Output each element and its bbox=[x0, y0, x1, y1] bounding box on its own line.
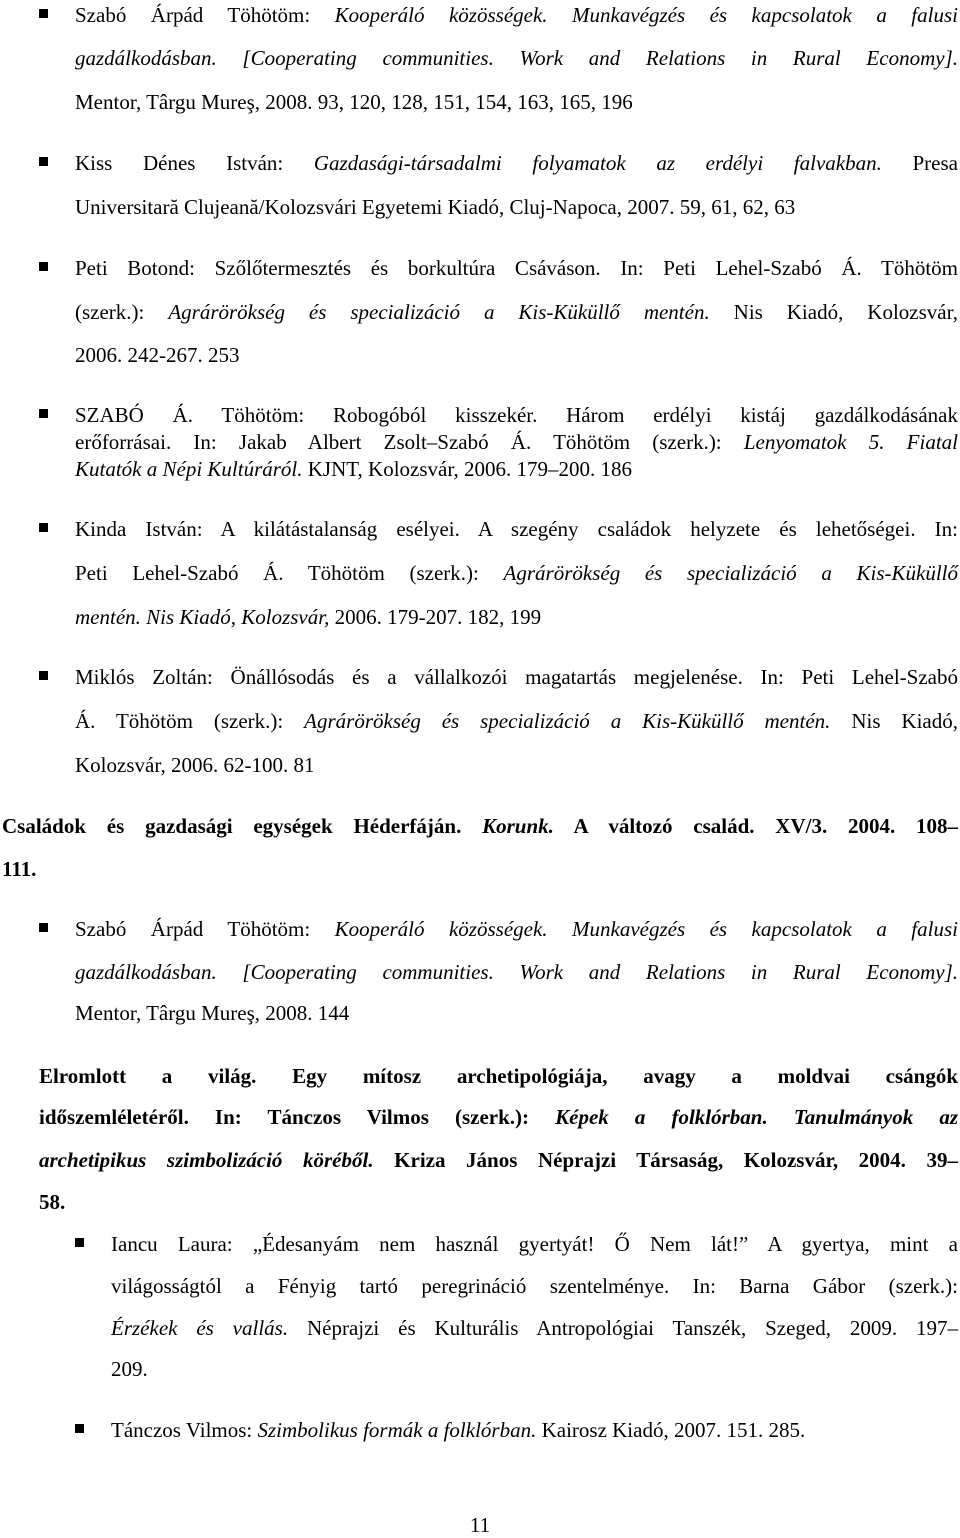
square-bullet-icon bbox=[39, 409, 48, 418]
text-line bbox=[39, 1104, 958, 1130]
text-run: Szabó Árpád Töhötöm: bbox=[75, 3, 335, 27]
text-run: 2006. 179-207. 182, 199 bbox=[329, 605, 542, 629]
text-run: KJNT, Kolozsvár, 2006. 179–200. 186 bbox=[302, 457, 633, 481]
square-bullet-icon bbox=[75, 1238, 84, 1247]
text-run: archetipikus szimbolizáció köréből. bbox=[39, 1148, 374, 1172]
text-run: Kinda István: A kilátástalanság esélyei. A szegény családok helyzete és lehetőségei. In: bbox=[75, 517, 958, 541]
text-run: Néprajzi és Kulturális Antropológiai Tanszék, Szeged, 2009. 197– bbox=[288, 1316, 958, 1340]
text-line bbox=[75, 959, 958, 985]
text-run: Tánczos Vilmos: bbox=[111, 1418, 258, 1442]
square-bullet-icon bbox=[39, 262, 48, 271]
text-line bbox=[75, 429, 958, 455]
text-run: Peti Lehel-Szabó Á. Töhötöm (szerk.): bbox=[75, 561, 504, 585]
text-run: Lenyomatok 5. Fiatal bbox=[743, 430, 958, 454]
text-line bbox=[111, 1315, 958, 1341]
text-run: Kooperáló közösségek. Munkavégzés és kapcsolatok a falusi bbox=[334, 3, 958, 27]
text-run: Universitară Clujeană/Kolozsvári Egyetemi Kiadó, Cluj-Napoca, 2007. 59, 61, 62, 63 bbox=[75, 195, 796, 219]
text-run: Szimbolikus formák a folklórban. bbox=[257, 1418, 537, 1442]
text-line bbox=[75, 299, 958, 325]
square-bullet-icon bbox=[39, 523, 48, 532]
text-run: Érzékek és vallás. bbox=[111, 1316, 289, 1340]
text-line bbox=[75, 708, 958, 734]
text-run: világosságtól a Fényig tartó peregrináció szentelménye. In: Barna Gábor (szerk.): bbox=[111, 1274, 958, 1298]
text-run: mentén. Nis Kiadó, Kolozsvár, bbox=[75, 605, 330, 629]
text-line bbox=[75, 916, 958, 942]
square-bullet-icon bbox=[39, 923, 48, 932]
text-run: Kiss Dénes István: bbox=[75, 151, 314, 175]
text-run: Kriza János Néprajzi Társaság, Kolozsvár, 2004. 39– bbox=[373, 1148, 958, 1172]
text-run: A változó család. XV/3. 2004. 108– bbox=[553, 814, 958, 838]
square-bullet-icon bbox=[39, 9, 48, 18]
text-run: Korunk. bbox=[482, 814, 554, 838]
text-run: Mentor, Târgu Mureş, 2008. 144 bbox=[75, 1001, 350, 1025]
text-run: Képek a folklórban. Tanulmányok az bbox=[555, 1105, 958, 1129]
text-line bbox=[2, 856, 36, 882]
text-line bbox=[111, 1273, 958, 1299]
text-run: Kutatók a Népi Kultúráról. bbox=[75, 457, 303, 481]
text-run: Peti Botond: Szőlőtermesztés és borkultúra Csáváson. In: Peti Lehel-Szabó Á. Töhötöm bbox=[75, 256, 958, 280]
text-run: 58. bbox=[39, 1190, 66, 1214]
text-run: Agrárörökség és specializáció a Kis-Küküllő mentén. bbox=[168, 300, 710, 324]
text-line bbox=[75, 402, 958, 428]
text-line bbox=[39, 1189, 65, 1215]
text-run: Gazdasági-társadalmi folyamatok az erdélyi falvakban. bbox=[313, 151, 882, 175]
text-line bbox=[75, 194, 795, 220]
text-run: 209. bbox=[111, 1357, 148, 1381]
text-line bbox=[75, 150, 958, 176]
text-line bbox=[39, 1063, 958, 1089]
text-line bbox=[75, 752, 314, 778]
text-run: Agrárörökség és specializáció a Kis-Küküllő mentén. bbox=[304, 709, 831, 733]
square-bullet-icon bbox=[39, 157, 48, 166]
text-run: 2006. 242-267. 253 bbox=[75, 343, 240, 367]
text-run: Kairosz Kiadó, 2007. 151. 285. bbox=[536, 1418, 806, 1442]
text-run: Presa bbox=[881, 151, 958, 175]
text-line bbox=[39, 1147, 958, 1173]
page-number: 11 bbox=[469, 1513, 491, 1537]
text-run: Á. Töhötöm (szerk.): bbox=[75, 709, 305, 733]
text-run: Kolozsvár, 2006. 62-100. 81 bbox=[75, 753, 315, 777]
text-line bbox=[75, 560, 958, 586]
text-run: Kooperáló közösségek. Munkavégzés és kapcsolatok a falusi bbox=[334, 917, 958, 941]
text-run: Szabó Árpád Töhötöm: bbox=[75, 917, 335, 941]
text-line bbox=[2, 813, 958, 839]
text-run: gazdálkodásban. [Cooperating communities. Work and Relations in Rural Economy]. bbox=[75, 960, 958, 984]
text-line bbox=[111, 1231, 958, 1257]
text-run: Nis Kiadó, bbox=[830, 709, 958, 733]
text-line bbox=[75, 89, 633, 115]
text-run: gazdálkodásban. [Cooperating communities. Work and Relations in Rural Economy]. bbox=[75, 46, 958, 70]
text-run: erőforrásai. In: Jakab Albert Zsolt–Szabó Á. Töhötöm (szerk.): bbox=[75, 430, 744, 454]
text-line bbox=[75, 604, 541, 630]
square-bullet-icon bbox=[39, 671, 48, 680]
text-run: Nis Kiadó, Kolozsvár, bbox=[709, 300, 958, 324]
text-run: időszemléletéről. In: Tánczos Vilmos (szerk.): bbox=[39, 1105, 556, 1129]
text-run: Elromlott a világ. Egy mítosz archetipológiája, avagy a moldvai csángók bbox=[39, 1064, 958, 1088]
text-line bbox=[75, 456, 632, 482]
text-run: Miklós Zoltán: Önállósodás és a vállalkozói magatartás megjelenése. In: Peti Lehel-Szabó bbox=[75, 665, 958, 689]
text-run: SZABÓ Á. Töhötöm: Robogóból kisszekér. Három erdélyi kistáj gazdálkodásának bbox=[75, 403, 958, 427]
text-line bbox=[75, 664, 958, 690]
text-run: Agrárörökség és specializáció a Kis-Küküllő bbox=[503, 561, 958, 585]
text-line bbox=[75, 2, 958, 28]
text-line bbox=[111, 1356, 148, 1382]
text-line bbox=[75, 45, 958, 71]
text-run: Családok és gazdasági egységek Héderfáján. bbox=[2, 814, 483, 838]
text-run: Mentor, Târgu Mureş, 2008. 93, 120, 128, 151, 154, 163, 165, 196 bbox=[75, 90, 633, 114]
text-line bbox=[75, 1000, 349, 1026]
text-line bbox=[75, 342, 240, 368]
text-line bbox=[75, 255, 958, 281]
text-run: 111. bbox=[2, 857, 37, 881]
text-line bbox=[111, 1417, 805, 1443]
text-run: (szerk.): bbox=[75, 300, 169, 324]
text-run: Iancu Laura: „Édesanyám nem használ gyertyát! Ő Nem lát!” A gyertya, mint a bbox=[111, 1232, 958, 1256]
text-line bbox=[75, 516, 958, 542]
square-bullet-icon bbox=[75, 1424, 84, 1433]
